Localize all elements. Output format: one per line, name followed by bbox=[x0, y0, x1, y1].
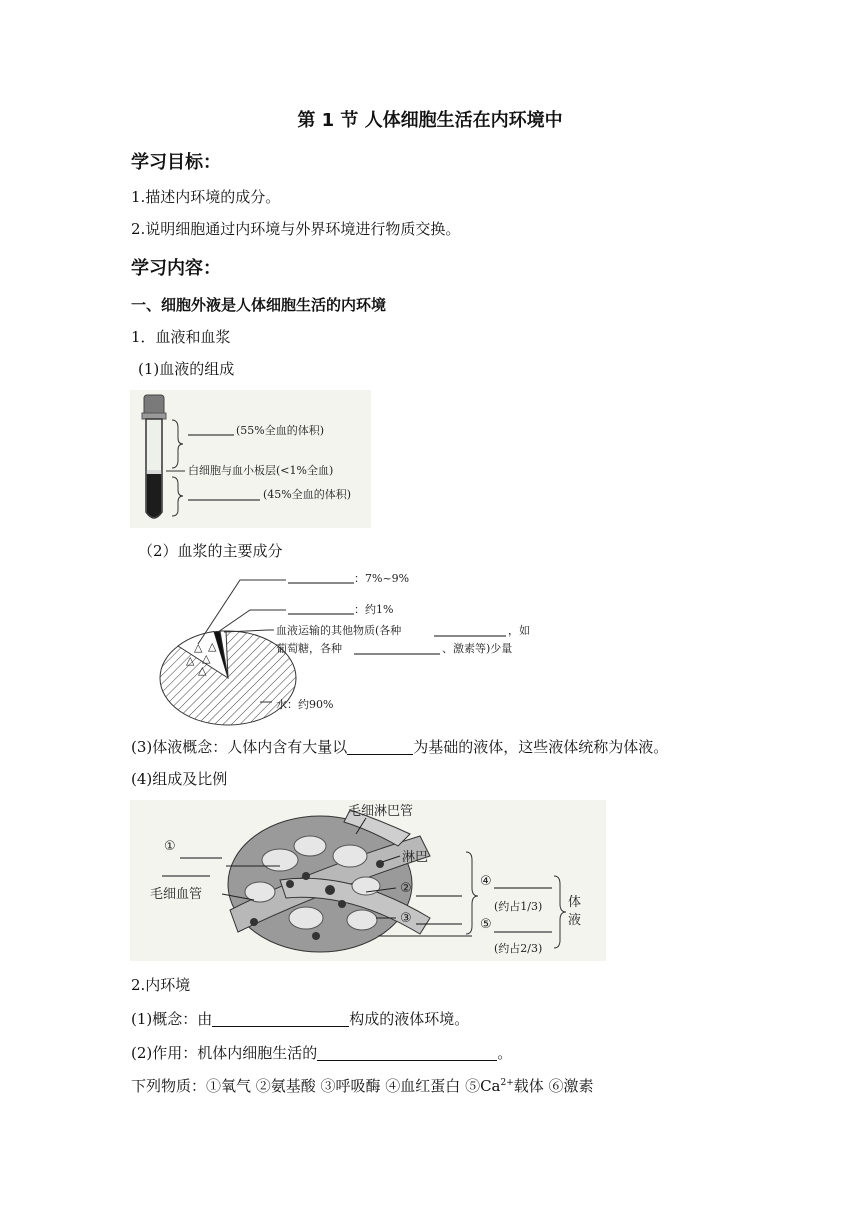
body-fluid-concept-pre: (3)体液概念：人体内含有大量以 bbox=[131, 738, 348, 756]
composition-heading: (4)组成及比例 bbox=[131, 770, 228, 788]
fig2-label-3b-pre: 葡萄糖，各种 bbox=[276, 642, 342, 655]
subsection-blood-plasma: 1．血液和血浆 bbox=[131, 328, 231, 346]
substance-list-suffix: 载体 ⑥激素 bbox=[513, 1077, 594, 1095]
internal-env-concept bbox=[131, 1008, 469, 1029]
page-title: 第 1 节 人体细胞生活在内环境中 bbox=[297, 110, 563, 131]
question-blood-composition: (1)血液的组成 bbox=[138, 360, 235, 378]
fig3-body-1: 体 bbox=[568, 895, 582, 910]
blood-tube-figure bbox=[130, 390, 371, 528]
fig3-n4: ④ bbox=[480, 874, 492, 889]
svg-text:△: △ bbox=[186, 654, 195, 667]
fig1-label-top: (55%全血的体积) bbox=[236, 424, 325, 437]
fig2-label-3a-post: ，如 bbox=[508, 624, 530, 637]
substance-list-prefix: 下列物质：①氧气 ②氨基酸 ③呼吸酶 ④血红蛋白 ⑤Ca bbox=[131, 1077, 501, 1095]
fig3-lymph: 淋巴 bbox=[402, 850, 429, 865]
fig3-n1: ① bbox=[164, 839, 176, 854]
body-fluid-concept-post: 为基础的液体，这些液体统称为体液。 bbox=[413, 738, 669, 756]
blank-internal-env-function[interactable] bbox=[317, 1045, 497, 1061]
fig3-n5: ⑤ bbox=[480, 917, 492, 932]
fig2-label-2: ：约1% bbox=[354, 603, 394, 616]
substance-list-sup: 2+ bbox=[500, 1078, 514, 1088]
fig2-label-4: 水：约90% bbox=[276, 698, 334, 711]
fig3-body-2: 液 bbox=[568, 913, 582, 928]
fig1-label-mid: 白细胞与血小板层(<1%全血) bbox=[188, 464, 334, 477]
fig2-label-3a-pre: 血液运输的其他物质(各种 bbox=[276, 624, 402, 637]
fig3-capillary: 毛细血管 bbox=[150, 887, 203, 902]
goal-item-2: 2.说明细胞通过内环境与外界环境进行物质交换。 bbox=[131, 220, 461, 238]
fig3-n2: ② bbox=[400, 881, 412, 896]
internal-env-function-post: 。 bbox=[497, 1044, 513, 1062]
goals-heading: 学习目标： bbox=[131, 152, 221, 173]
fig3-lymph-vessel: 毛细淋巴管 bbox=[348, 804, 414, 819]
blank-internal-env-constituents[interactable] bbox=[212, 1011, 349, 1027]
fig2-label-1: ：7%~9% bbox=[354, 572, 410, 585]
body-fluid-concept bbox=[131, 736, 668, 757]
svg-text:△: △ bbox=[198, 664, 207, 677]
fig3-ratio-2: (约占2/3) bbox=[494, 942, 543, 955]
internal-env-function bbox=[131, 1042, 512, 1063]
fig2-label-3b-post: 、激素等)少量 bbox=[442, 642, 513, 655]
internal-env-concept-post: 构成的液体环境。 bbox=[349, 1010, 470, 1028]
plasma-pie-figure bbox=[150, 568, 550, 728]
tissue-diagram bbox=[130, 800, 606, 961]
internal-env-concept-pre: (1)概念：由 bbox=[131, 1010, 213, 1028]
svg-text:△: △ bbox=[208, 640, 217, 653]
question-plasma-components: （2）血浆的主要成分 bbox=[138, 542, 283, 560]
subsection-internal-environment: 2.内环境 bbox=[131, 976, 191, 994]
fig3-ratio-1: (约占1/3) bbox=[494, 900, 543, 913]
substance-list bbox=[131, 1075, 594, 1096]
goal-item-1: 1.描述内环境的成分。 bbox=[131, 188, 281, 206]
fig3-n3: ③ bbox=[400, 911, 412, 926]
svg-text:△: △ bbox=[202, 652, 211, 665]
fig1-label-bottom: (45%全血的体积) bbox=[263, 488, 352, 501]
blank-body-fluid-base[interactable] bbox=[347, 739, 413, 755]
svg-text:△: △ bbox=[194, 641, 203, 654]
section-1-heading: 一、细胞外液是人体细胞生活的内环境 bbox=[131, 296, 387, 314]
content-heading: 学习内容： bbox=[131, 258, 221, 279]
internal-env-function-pre: (2)作用：机体内细胞生活的 bbox=[131, 1044, 318, 1062]
